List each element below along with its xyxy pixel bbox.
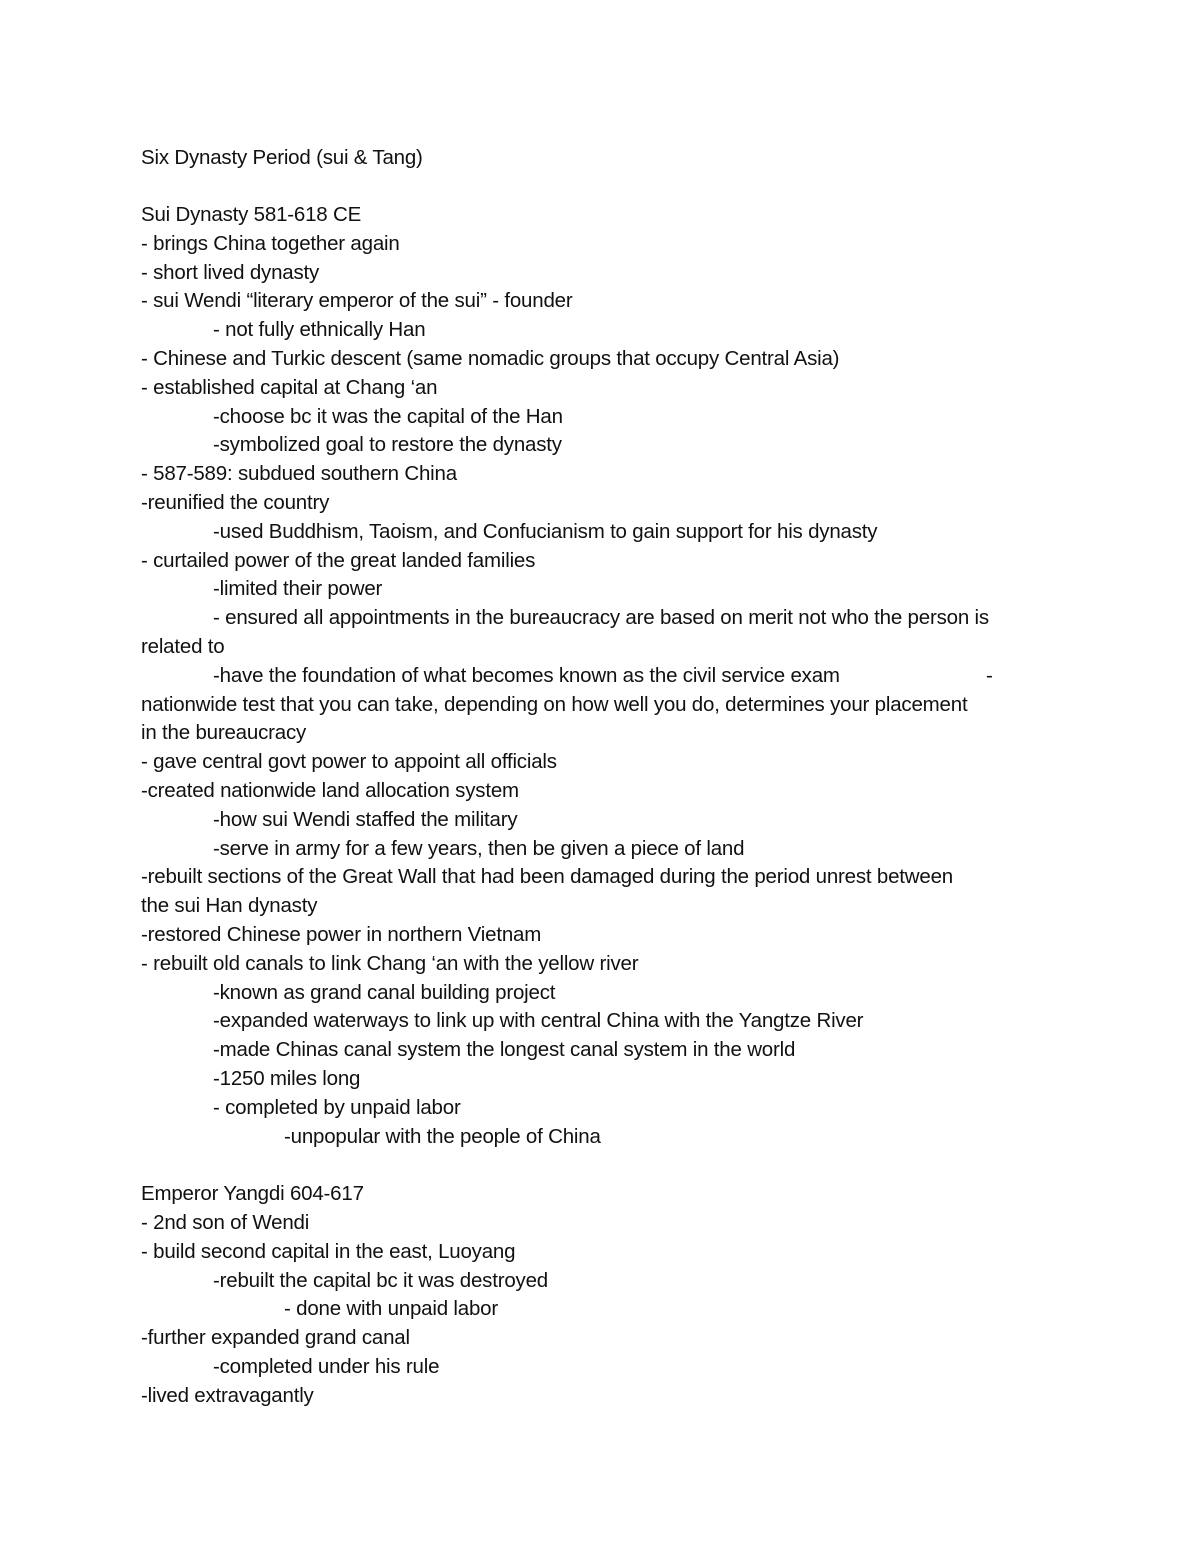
- note-line: - Chinese and Turkic descent (same nomadic groups that occupy Central Asia): [141, 347, 840, 370]
- note-line: - sui Wendi “literary emperor of the sui” - founder: [141, 289, 573, 313]
- note-line: nationwide test that you can take, depending on how well you do, determines your placement: [141, 692, 968, 716]
- document-title: Six Dynasty Period (sui & Tang): [141, 146, 423, 169]
- note-line: in the bureaucracy: [141, 721, 307, 745]
- note-line: -choose bc it was the capital of the Han: [213, 404, 563, 428]
- note-line: related to: [141, 635, 225, 658]
- note-line: - short lived dynasty: [141, 260, 320, 284]
- note-line: - ensured all appointments in the bureaucracy are based on merit not who the person is: [213, 606, 989, 630]
- note-line: -how sui Wendi staffed the military: [213, 807, 518, 831]
- note-line: - brings China together again: [141, 231, 400, 255]
- note-line: -created nationwide land allocation system: [141, 779, 519, 802]
- note-line: -rebuilt the capital bc it was destroyed: [213, 1268, 548, 1292]
- note-line: -reunified the country: [141, 491, 330, 514]
- note-line: -expanded waterways to link up with central China with the Yangtze River: [213, 1009, 864, 1033]
- note-line: -completed under his rule: [213, 1355, 440, 1378]
- note-line: -rebuilt sections of the Great Wall that had been damaged during the period unrest between: [141, 865, 953, 889]
- note-line: - rebuilt old canals to link Chang ‘an with the yellow river: [141, 951, 639, 975]
- note-line: - not fully ethnically Han: [213, 318, 426, 342]
- note-line: -serve in army for a few years, then be given a piece of land: [213, 836, 745, 860]
- note-line: -used Buddhism, Taoism, and Confucianism to gain support for his dynasty: [213, 519, 878, 543]
- note-line: - established capital at Chang ‘an: [141, 375, 438, 399]
- note-line: -further expanded grand canal: [141, 1326, 410, 1350]
- note-line: - 2nd son of Wendi: [141, 1211, 310, 1234]
- note-line: -lived extravagantly: [141, 1383, 314, 1407]
- trailing-dash: -: [986, 663, 993, 687]
- note-line: - completed by unpaid labor: [213, 1095, 461, 1119]
- note-line: -1250 miles long: [213, 1067, 361, 1090]
- note-line: - curtailed power of the great landed families: [141, 548, 536, 572]
- note-line: -limited their power: [213, 577, 383, 601]
- note-line: the sui Han dynasty: [141, 894, 318, 918]
- note-line: - 587-589: subdued southern China: [141, 462, 457, 486]
- note-line: - build second capital in the east, Luoyang: [141, 1239, 516, 1263]
- section-heading: Emperor Yangdi 604-617: [141, 1182, 364, 1206]
- section-heading: Sui Dynasty 581-618 CE: [141, 203, 362, 226]
- note-line: -known as grand canal building project: [213, 980, 556, 1004]
- note-line: -made Chinas canal system the longest canal system in the world: [213, 1038, 796, 1062]
- note-line: -symbolized goal to restore the dynasty: [213, 433, 562, 457]
- note-line: -unpopular with the people of China: [284, 1124, 601, 1148]
- note-line: -have the foundation of what becomes known as the civil service exam: [213, 663, 840, 687]
- note-line: - done with unpaid labor: [284, 1297, 499, 1321]
- note-line: -restored Chinese power in northern Vietnam: [141, 923, 542, 946]
- note-line: - gave central govt power to appoint all officials: [141, 750, 557, 774]
